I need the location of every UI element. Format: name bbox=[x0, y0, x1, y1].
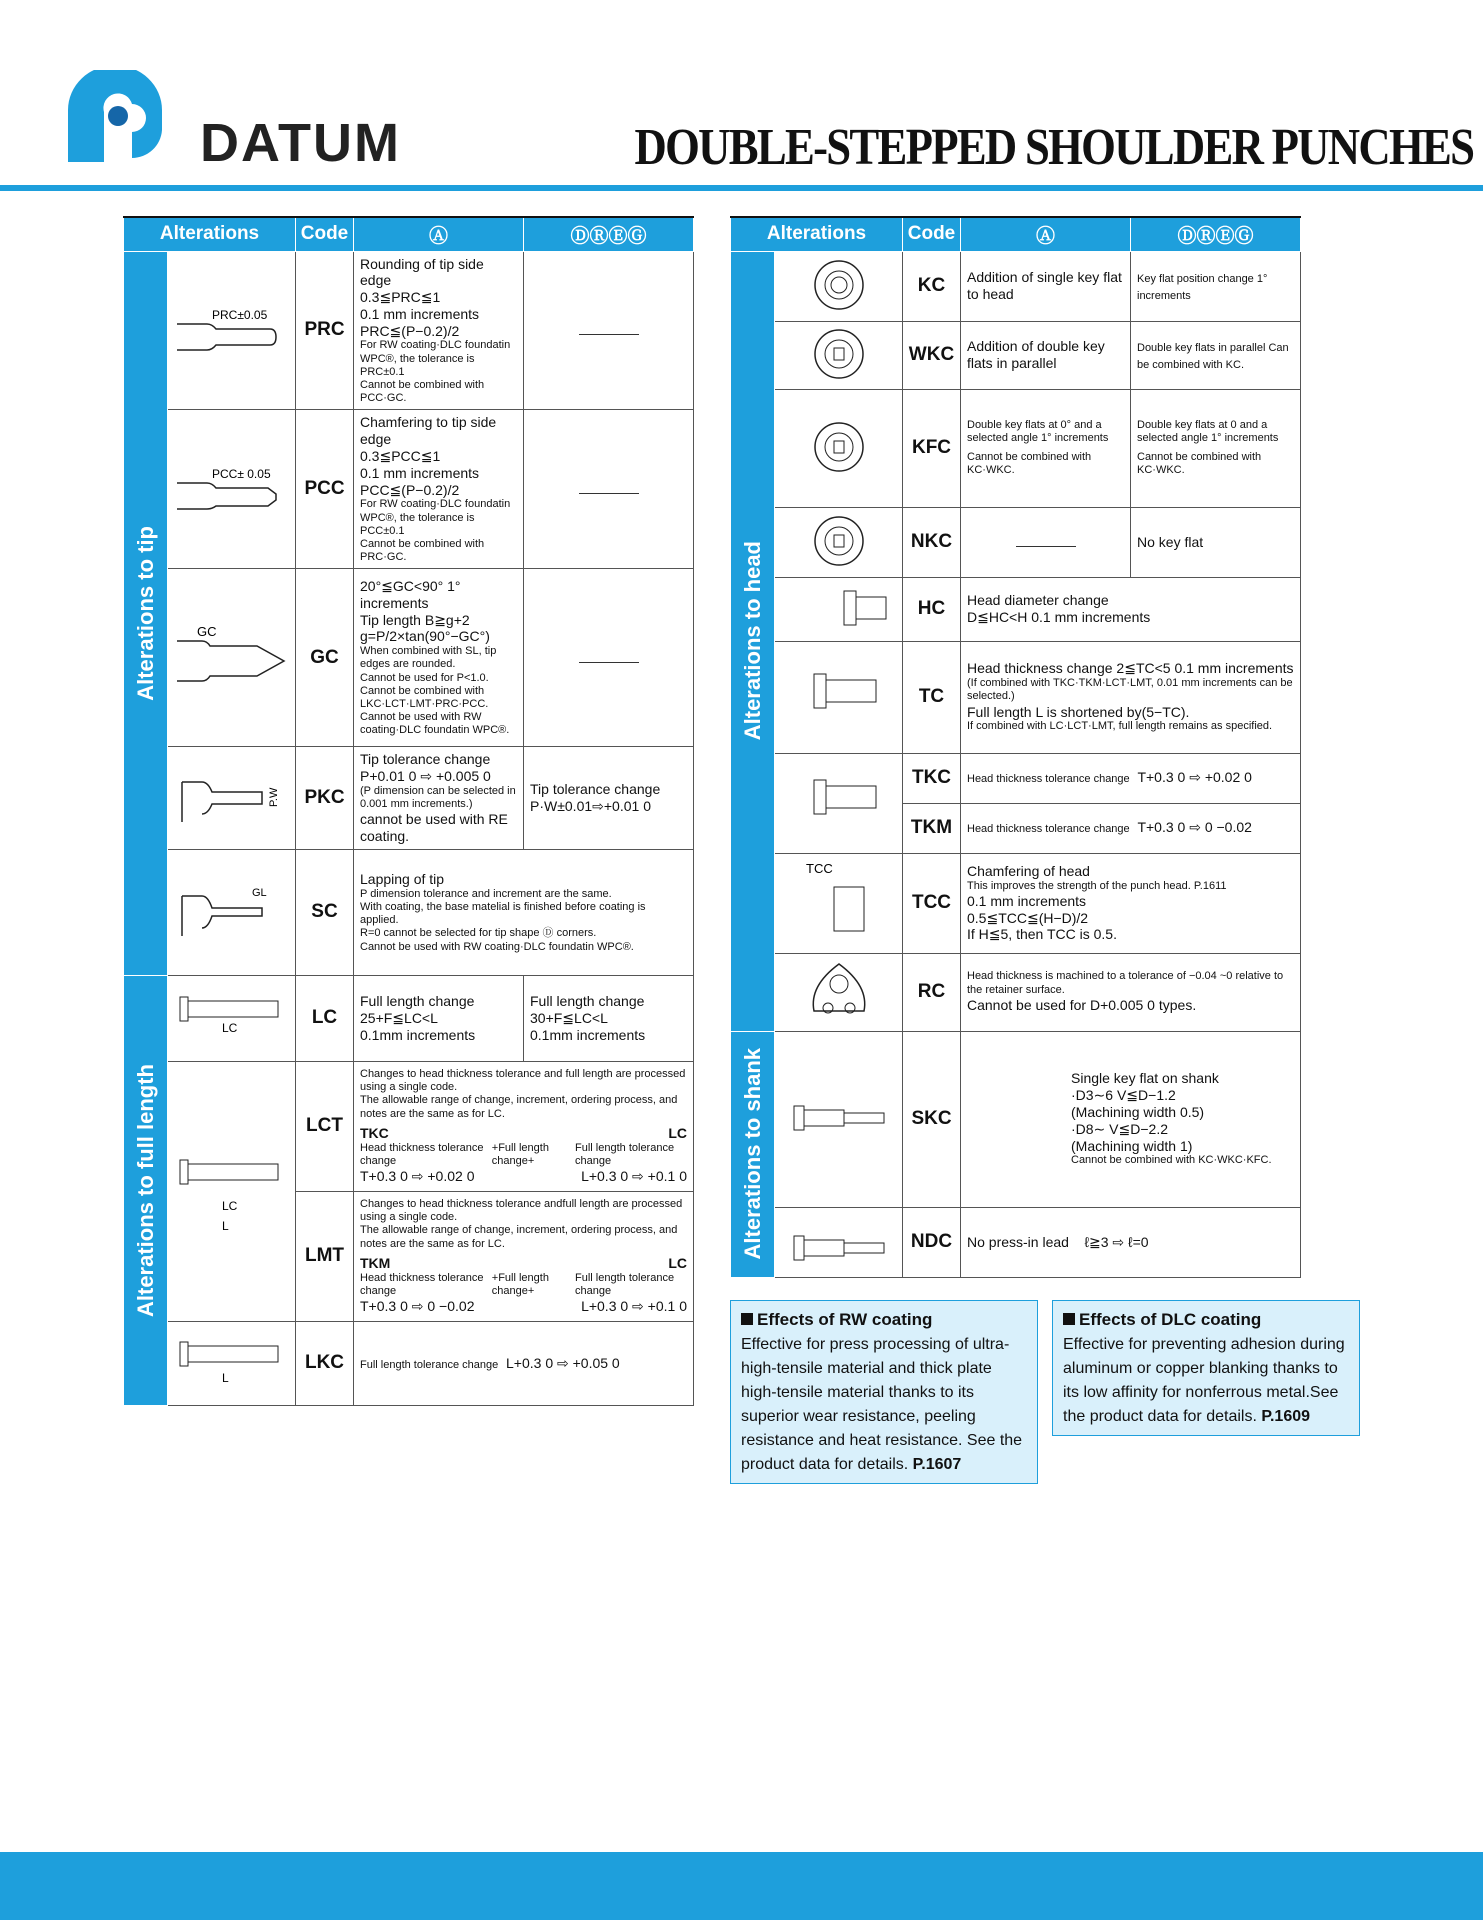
table-row bbox=[731, 1031, 1301, 1207]
nkc-desc bbox=[961, 507, 1131, 577]
code-lmt: LMT bbox=[296, 1191, 354, 1321]
code-lc: LC bbox=[296, 975, 354, 1061]
tkc-desc: Head thickness tolerance change T+0.3 0 ⇨ +0.02 0 bbox=[961, 753, 1301, 803]
table-row bbox=[731, 753, 1301, 803]
code-tkc: TKC bbox=[903, 753, 961, 803]
kc-dreg: Key flat position change 1° increments bbox=[1131, 251, 1301, 321]
tc-desc: Head thickness change 2≦TC<5 0.1 mm increments (If combined with TKC·TKM·LCT·LMT, 0.01 mm increments can be selected.) Full length L is shortened by(5−TC). If combined with LC·LCT·LMT, full length remains as specified. bbox=[961, 641, 1301, 753]
svg-text:LC: LC bbox=[221, 1198, 237, 1213]
wkc-dreg: Double key flats in parallel Can be combined with KC. bbox=[1131, 321, 1301, 389]
gc-desc: 20°≦GC<90° 1° increments Tip length B≧g+2 g=P/2×tan(90°−GC°) When combined with SL, tip edges are rounded. Cannot be used for P<1.0. Cannot be combined with LKC·LCT·LMT·PRC·PCC. Cannot be used with RW coating·DLC foundatin WPC®. bbox=[354, 569, 524, 747]
rw-coating-body: Effective for press processing of ultra-high-tensile material and thick plate high-tensile material thanks to its superior wear resistance, peeling resistance and heat resistance. See the product data for details. bbox=[741, 1335, 1023, 1473]
header-rule bbox=[0, 185, 1483, 191]
dlc-coating-body: Effective for preventing adhesion during aluminum or copper blanking thanks to its low affinity for nonferrous metal.See the product data for details. bbox=[1063, 1335, 1345, 1425]
nkc-diagram bbox=[775, 507, 903, 577]
rw-coating-ref: P.1607 bbox=[912, 1455, 962, 1473]
table-row bbox=[124, 410, 694, 569]
left-alterations-table bbox=[123, 216, 694, 1406]
lkc-desc: Full length tolerance change L+0.3 0 ⇨ +0.05 0 bbox=[354, 1321, 694, 1405]
code-wkc: WKC bbox=[903, 321, 961, 389]
kc-diagram bbox=[775, 251, 903, 321]
rw-coating-box bbox=[730, 1300, 1038, 1484]
code-hc: HC bbox=[903, 577, 961, 641]
skc-desc: Single key flat on shank ·D3∼6 V≦D−1.2 (Machining width 0.5) ·D8∼ V≦D−2.2 (Machining width 1) Cannot be combined with KC·WKC·KFC. bbox=[961, 1031, 1301, 1207]
code-lkc: LKC bbox=[296, 1321, 354, 1405]
prc-desc: Rounding of tip side edge 0.3≦PRC≦1 0.1 mm increments PRC≦(P−0.2)/2 For RW coating·DLC foundatin WPC®, the tolerance is PRC±0.1 Cannot be combined with PCC·GC. bbox=[354, 251, 524, 410]
table-row bbox=[124, 251, 694, 410]
svg-text:PRC±0.05: PRC±0.05 bbox=[211, 307, 267, 322]
svg-text:TCC: TCC bbox=[805, 860, 833, 876]
nkc-dreg: No key flat bbox=[1131, 507, 1301, 577]
table-row bbox=[731, 577, 1301, 641]
col-code: Code bbox=[903, 217, 961, 251]
svg-text:LC: LC bbox=[221, 1020, 237, 1035]
skc-diagram bbox=[775, 1031, 903, 1207]
datum-logo-icon bbox=[68, 70, 162, 162]
lct-desc: Changes to head thickness tolerance and full length are processed using a single code. The allowable range of change, increment, ordering process, and notes are the same as for LC. TKC LC Head thickness tolerance change +Full length change+ Full length tolerance change T+0.3 0 ⇨ +0.02 0 L+0.3 0 ⇨ +0.1 0 bbox=[354, 1061, 694, 1191]
code-pcc: PCC bbox=[296, 410, 354, 569]
svg-text:L: L bbox=[221, 1370, 229, 1385]
sc-desc: Lapping of tip P dimension tolerance and increment are the same. With coating, the base matelial is finished before coating is applied. R=0 cannot be selected for tip shape Ⓓ corners. Cannot be used with RW coating·DLC foundatin WPC®. bbox=[354, 849, 694, 975]
code-ndc: NDC bbox=[903, 1207, 961, 1277]
col-a: Ⓐ bbox=[354, 217, 524, 251]
svg-text:L: L bbox=[221, 1218, 229, 1233]
kfc-desc: Double key flats at 0° and a selected angle 1° increments Cannot be combined with KC·WKC. bbox=[961, 389, 1131, 507]
table-row bbox=[124, 1321, 694, 1405]
lmt-desc: Changes to head thickness tolerance andfull length are processed using a single code. The allowable range of change, increment, ordering process, and notes are the same as for LC. TKM LC Head thickness tolerance change +Full length change+ Full length tolerance change T+0.3 0 ⇨ 0 −0.02 L+0.3 0 ⇨ +0.1 0 bbox=[354, 1191, 694, 1321]
code-tc: TC bbox=[903, 641, 961, 753]
code-tkm: TKM bbox=[903, 803, 961, 853]
table-row bbox=[731, 641, 1301, 753]
pcc-dreg bbox=[524, 410, 694, 569]
tkc-tkm-diagram bbox=[775, 753, 903, 853]
svg-text:GC: GC bbox=[196, 624, 216, 640]
table-row bbox=[731, 853, 1301, 953]
col-code: Code bbox=[296, 217, 354, 251]
table-row bbox=[731, 389, 1301, 507]
table-row bbox=[124, 849, 694, 975]
prc-diagram bbox=[168, 251, 296, 410]
col-alterations: Alterations bbox=[731, 217, 903, 251]
rw-coating-title: Effects of RW coating bbox=[741, 1307, 1027, 1333]
code-kfc: KFC bbox=[903, 389, 961, 507]
ndc-desc: No press-in lead ℓ≧3 ⇨ ℓ=0 bbox=[961, 1207, 1301, 1277]
pkc-diagram bbox=[168, 747, 296, 850]
table-row bbox=[124, 975, 694, 1061]
code-pkc: PKC bbox=[296, 747, 354, 850]
pcc-diagram bbox=[168, 410, 296, 569]
code-prc: PRC bbox=[296, 251, 354, 410]
col-dreg: ⒹⓇⒺⒼ bbox=[524, 217, 694, 251]
dlc-coating-ref: P.1609 bbox=[1261, 1407, 1311, 1425]
code-gc: GC bbox=[296, 569, 354, 747]
sc-diagram bbox=[168, 849, 296, 975]
lc-diagram bbox=[168, 975, 296, 1061]
group-length: Alterations to full length bbox=[124, 975, 168, 1405]
tc-diagram bbox=[775, 641, 903, 753]
pcc-desc: Chamfering to tip side edge 0.3≦PCC≦1 0.1 mm increments PCC≦(P−0.2)/2 For RW coating·DLC foundatin WPC®, the tolerance is PCC±0.1 Cannot be combined with PRC·GC. bbox=[354, 410, 524, 569]
code-lct: LCT bbox=[296, 1061, 354, 1191]
svg-text:GL: GL bbox=[251, 886, 267, 899]
code-kc: KC bbox=[903, 251, 961, 321]
table-row bbox=[124, 569, 694, 747]
code-skc: SKC bbox=[903, 1031, 961, 1207]
kfc-dreg: Double key flats at 0 and a selected angle 1° increments Cannot be combined with KC·WKC. bbox=[1131, 389, 1301, 507]
dlc-coating-box bbox=[1052, 1300, 1360, 1436]
lkc-diagram bbox=[168, 1321, 296, 1405]
table-row bbox=[731, 321, 1301, 389]
gc-diagram bbox=[168, 569, 296, 747]
footer-bar bbox=[0, 1852, 1483, 1920]
dlc-coating-title: Effects of DLC coating bbox=[1063, 1307, 1349, 1333]
rc-desc: Head thickness is machined to a tolerance of −0.04 ~0 relative to the retainer surface. Cannot be used for D+0.005 0 types. bbox=[961, 953, 1301, 1031]
code-sc: SC bbox=[296, 849, 354, 975]
code-rc: RC bbox=[903, 953, 961, 1031]
group-tip: Alterations to tip bbox=[124, 251, 168, 975]
hc-diagram bbox=[775, 577, 903, 641]
col-alterations: Alterations bbox=[124, 217, 296, 251]
gc-dreg bbox=[524, 569, 694, 747]
tcc-diagram bbox=[775, 853, 903, 953]
col-a: Ⓐ bbox=[961, 217, 1131, 251]
tkm-desc: Head thickness tolerance change T+0.3 0 ⇨ 0 −0.02 bbox=[961, 803, 1301, 853]
table-row bbox=[731, 251, 1301, 321]
pkc-desc: Tip tolerance change P+0.01 0 ⇨ +0.005 0 (P dimension can be selected in 0.001 mm increments.) cannot be used with RE coating. bbox=[354, 747, 524, 850]
svg-text:P.W: P.W bbox=[267, 787, 280, 807]
table-row bbox=[731, 507, 1301, 577]
svg-text:PCC± 0.05: PCC± 0.05 bbox=[211, 466, 271, 481]
page-header bbox=[0, 0, 1483, 195]
hc-desc: Head diameter change D≦HC<H 0.1 mm increments bbox=[961, 577, 1301, 641]
rc-diagram bbox=[775, 953, 903, 1031]
wkc-desc: Addition of double key flats in parallel bbox=[961, 321, 1131, 389]
lc-dreg: Full length change 30+F≦LC<L 0.1mm increments bbox=[524, 975, 694, 1061]
prc-dreg bbox=[524, 251, 694, 410]
col-dreg: ⒹⓇⒺⒼ bbox=[1131, 217, 1301, 251]
brand-name: DATUM bbox=[200, 113, 401, 173]
kc-desc: Addition of single key flat to head bbox=[961, 251, 1131, 321]
page-title: DOUBLE-STEPPED SHOULDER PUNCHES bbox=[634, 119, 1473, 176]
table-row bbox=[731, 953, 1301, 1031]
wkc-diagram bbox=[775, 321, 903, 389]
table-row bbox=[731, 1207, 1301, 1277]
lct-lmt-diagram bbox=[168, 1061, 296, 1321]
kfc-diagram bbox=[775, 389, 903, 507]
table-row bbox=[124, 747, 694, 850]
pkc-dreg: Tip tolerance change P·W±0.01⇨+0.01 0 bbox=[524, 747, 694, 850]
table-row bbox=[124, 1061, 694, 1191]
tcc-desc: Chamfering of head This improves the strength of the punch head. P.1611 0.1 mm increments 0.5≦TCC≦(H−D)/2 If H≦5, then TCC is 0.5. bbox=[961, 853, 1301, 953]
code-tcc: TCC bbox=[903, 853, 961, 953]
ndc-diagram bbox=[775, 1207, 903, 1277]
right-alterations-table bbox=[730, 216, 1301, 1278]
lc-desc: Full length change 25+F≦LC<L 0.1mm increments bbox=[354, 975, 524, 1061]
code-nkc: NKC bbox=[903, 507, 961, 577]
group-shank: Alterations to shank bbox=[731, 1031, 775, 1277]
group-head: Alterations to head bbox=[731, 251, 775, 1031]
